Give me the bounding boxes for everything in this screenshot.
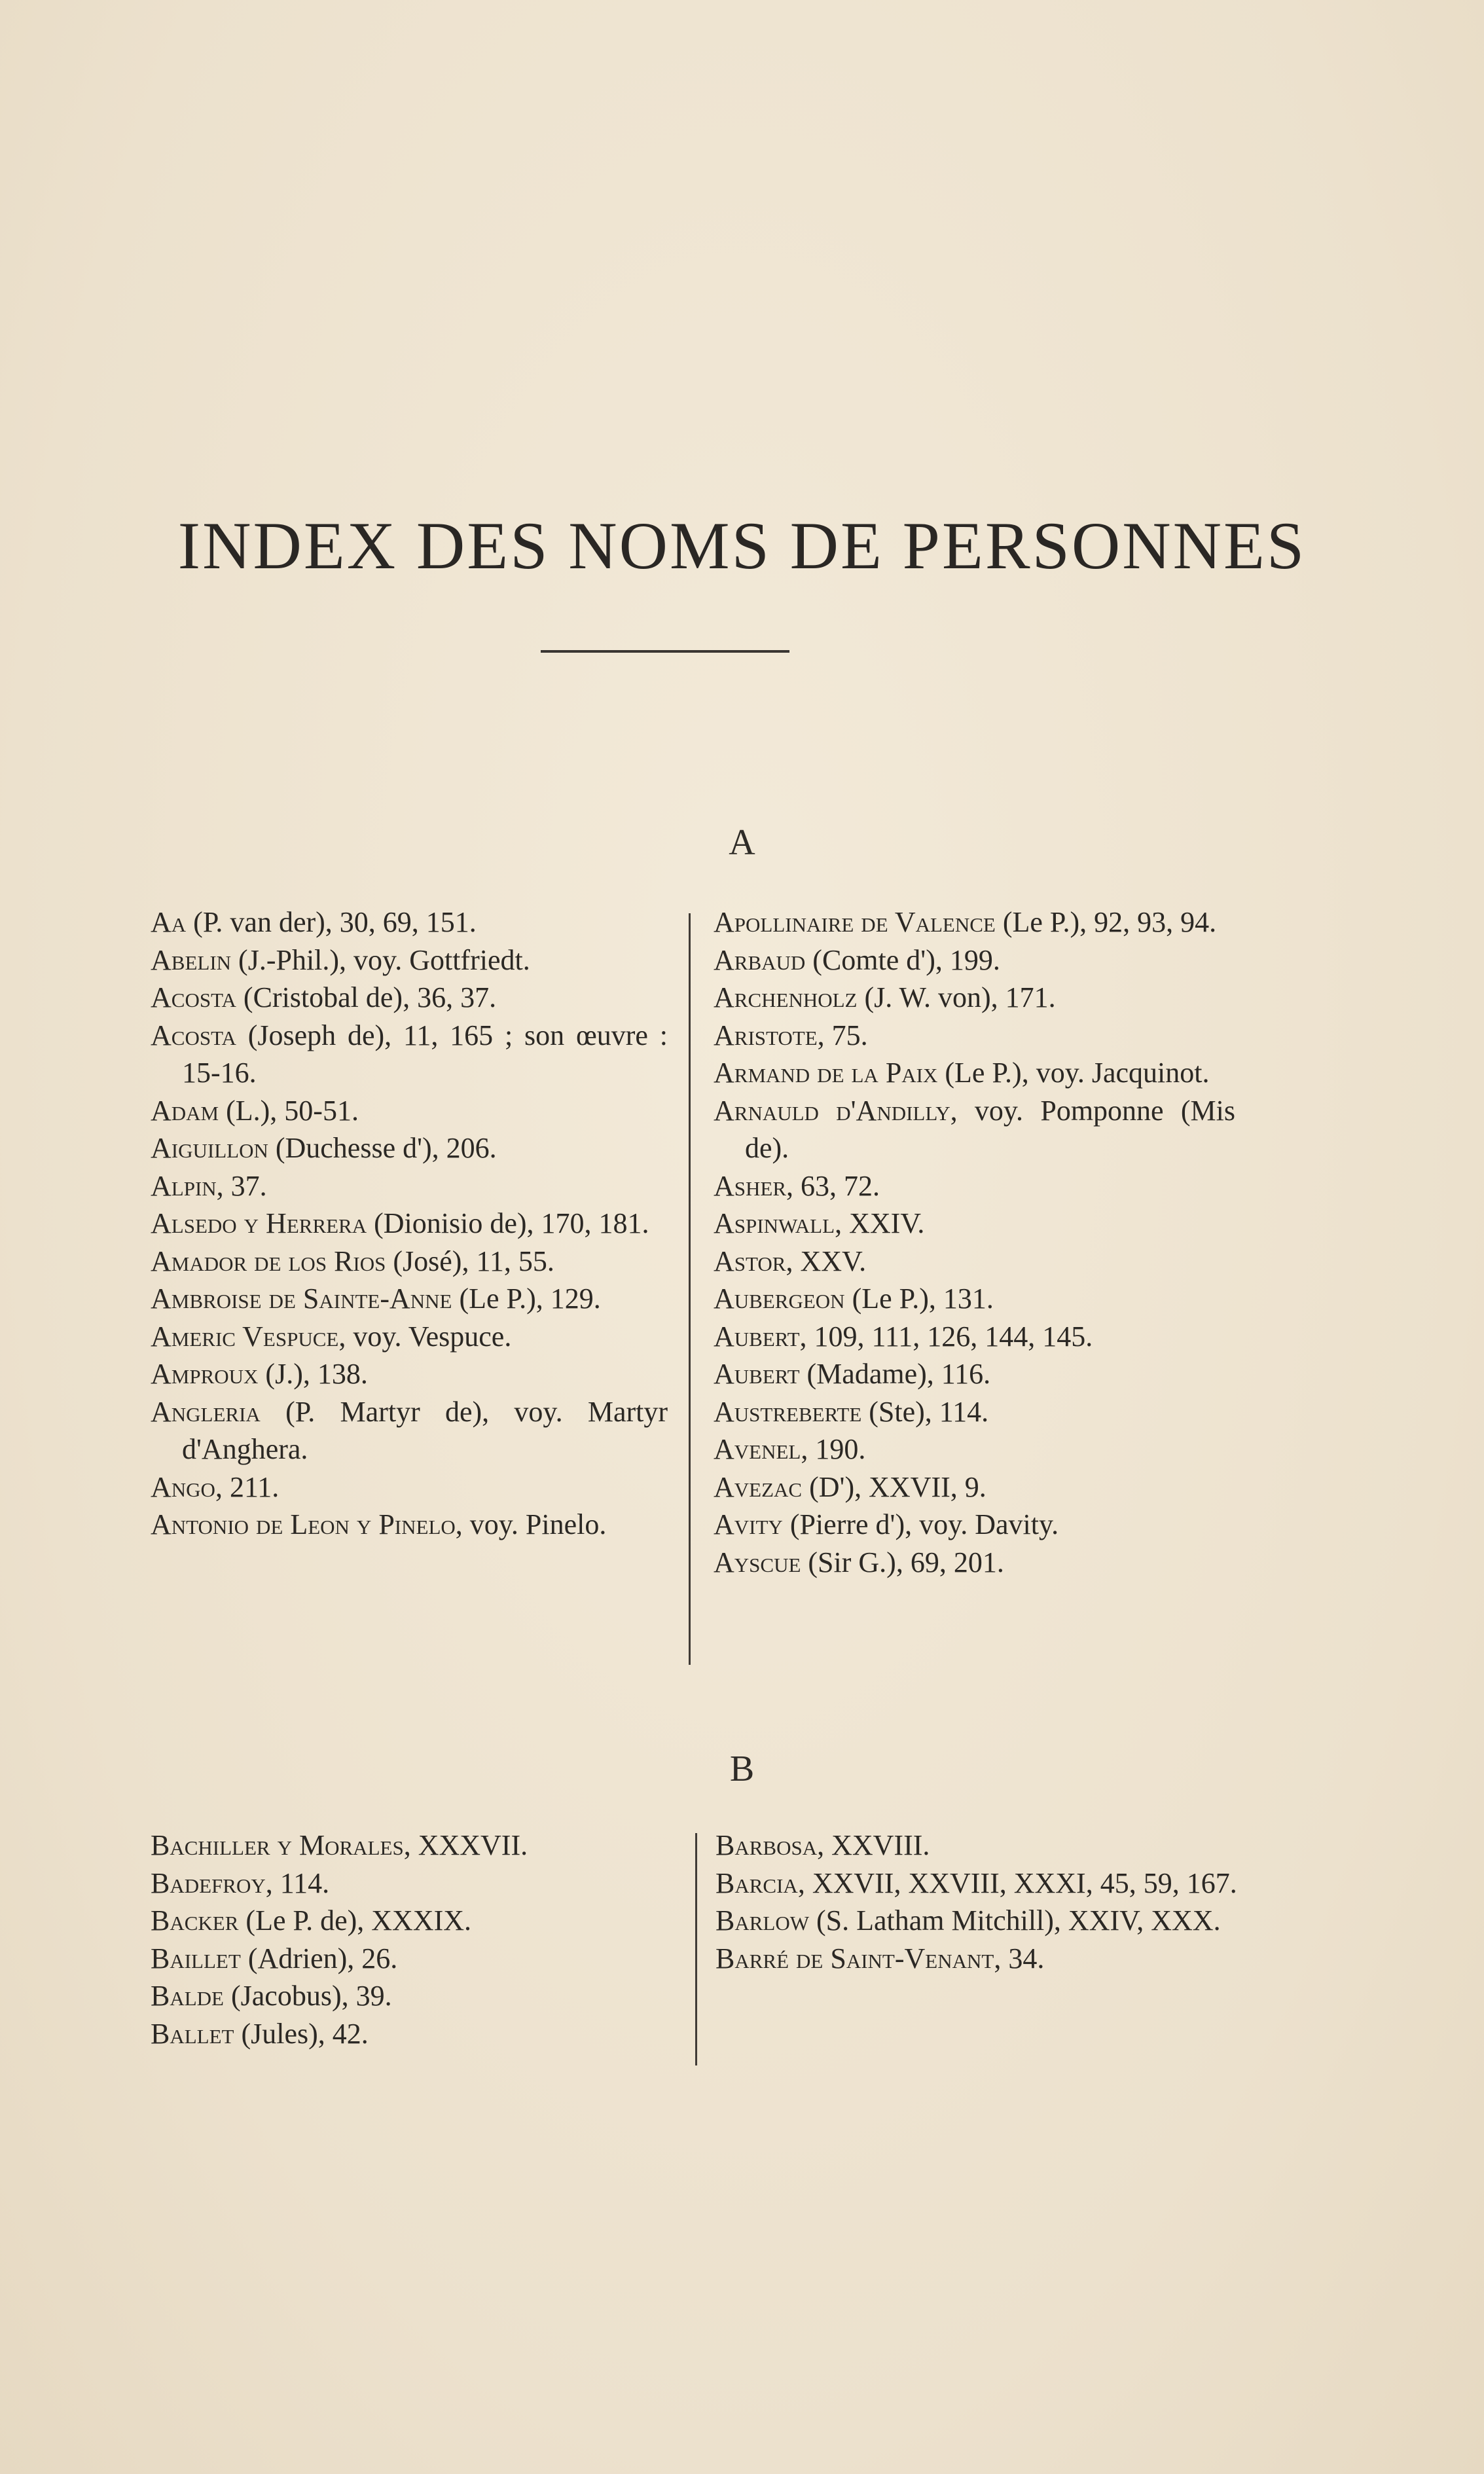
index-entry bbox=[151, 1092, 668, 1130]
index-entry bbox=[714, 1243, 1235, 1281]
entry-name: Avenel bbox=[714, 1433, 801, 1465]
entry-name: Aiguillon bbox=[151, 1132, 268, 1164]
entry-name: Angleria bbox=[151, 1395, 261, 1428]
entry-references: , 37. bbox=[216, 1169, 267, 1202]
entry-references: , voy. Vespuce. bbox=[338, 1320, 512, 1353]
entry-references: (Duchesse d'), 206. bbox=[268, 1132, 497, 1164]
section-letter-a: A bbox=[729, 822, 755, 863]
entry-name: Barcia bbox=[715, 1866, 798, 1899]
index-entry bbox=[715, 1865, 1237, 1902]
entry-references: , 63, 72. bbox=[786, 1169, 880, 1202]
entry-references: (P. Martyr de), voy. Martyr d'Anghera. bbox=[182, 1395, 668, 1465]
entry-references: , XXV. bbox=[786, 1245, 867, 1277]
entry-references: , 109, 111, 126, 144, 145. bbox=[799, 1320, 1093, 1353]
entry-name: Ango bbox=[151, 1470, 215, 1503]
entry-name: Alsedo y Herrera bbox=[151, 1207, 367, 1239]
index-entry bbox=[151, 1468, 668, 1506]
entry-references: (J. W. von), 171. bbox=[857, 981, 1056, 1013]
index-entry bbox=[714, 1092, 1235, 1167]
entry-references: (José), 11, 55. bbox=[386, 1245, 554, 1277]
index-entry bbox=[714, 1393, 1235, 1431]
entry-references: (Ste), 114. bbox=[861, 1395, 989, 1428]
entry-name: Ambroise de Sainte-Anne bbox=[151, 1282, 452, 1315]
entry-references: , voy. Pomponne (Mis de). bbox=[745, 1094, 1235, 1164]
entry-name: Barlow bbox=[715, 1904, 809, 1937]
entry-name: Acosta bbox=[151, 981, 236, 1013]
column-divider-b bbox=[695, 1833, 697, 2065]
index-entry bbox=[151, 1393, 668, 1468]
entry-name: Astor bbox=[714, 1245, 786, 1277]
entry-references: (D'), XXVII, 9. bbox=[802, 1470, 986, 1503]
title-rule bbox=[541, 650, 789, 653]
index-entry bbox=[714, 1468, 1235, 1506]
index-entry bbox=[151, 2015, 674, 2053]
entry-references: (Le P.), voy. Jacquinot. bbox=[937, 1057, 1210, 1089]
index-entry bbox=[151, 1977, 674, 2015]
index-entry bbox=[714, 1054, 1235, 1092]
entry-name: Avity bbox=[714, 1508, 783, 1540]
index-entry bbox=[151, 1017, 668, 1092]
index-entry bbox=[715, 1827, 1237, 1865]
section-letter-b: B bbox=[729, 1749, 755, 1789]
entry-references: , XXVII, XXVIII, XXXI, 45, 59, 167. bbox=[797, 1866, 1237, 1899]
entry-name: Apollinaire de Valence bbox=[714, 906, 996, 938]
entry-references: , 114. bbox=[265, 1866, 330, 1899]
index-column-b-right bbox=[715, 1827, 1237, 1977]
entry-name: Adam bbox=[151, 1094, 219, 1127]
entry-name: Antonio de Leon y Pinelo bbox=[151, 1508, 456, 1540]
index-column-a-left bbox=[151, 903, 668, 1544]
entry-name: Aa bbox=[151, 906, 187, 938]
entry-references: (Le P.), 92, 93, 94. bbox=[995, 906, 1217, 938]
index-entry bbox=[714, 1544, 1235, 1582]
entry-name: Badefroy bbox=[151, 1866, 266, 1899]
index-entry bbox=[151, 1243, 668, 1281]
index-entry bbox=[714, 1167, 1235, 1205]
entry-references: , 211. bbox=[215, 1470, 280, 1503]
entry-name: Amproux bbox=[151, 1358, 259, 1390]
entry-references: , 190. bbox=[801, 1433, 866, 1465]
entry-references: (Joseph de), 11, 165 ; son œuvre : 15-16. bbox=[182, 1019, 668, 1089]
index-entry bbox=[714, 1280, 1235, 1318]
index-entry bbox=[151, 1827, 674, 1865]
entry-name: Arbaud bbox=[714, 943, 806, 976]
entry-name: Avezac bbox=[714, 1470, 803, 1503]
entry-name: Barré de Saint-Venant bbox=[715, 1942, 994, 1974]
entry-name: Americ Vespuce bbox=[151, 1320, 339, 1353]
entry-references: (Dionisio de), 170, 181. bbox=[367, 1207, 649, 1239]
entry-name: Backer bbox=[151, 1904, 239, 1937]
entry-name: Asher bbox=[714, 1169, 787, 1202]
entry-references: (Le P. de), XXXIX. bbox=[238, 1904, 472, 1937]
entry-name: Ayscue bbox=[714, 1546, 801, 1578]
index-entry bbox=[714, 1506, 1235, 1544]
index-entry bbox=[151, 1129, 668, 1167]
index-entry bbox=[151, 1865, 674, 1902]
entry-name: Aubert bbox=[714, 1358, 800, 1390]
entry-references: , voy. Pinelo. bbox=[455, 1508, 607, 1540]
index-entry bbox=[714, 1318, 1235, 1356]
index-entry bbox=[151, 1506, 668, 1544]
entry-name: Austreberte bbox=[714, 1395, 862, 1428]
entry-references: (Le P.), 129. bbox=[452, 1282, 601, 1315]
index-entry bbox=[151, 941, 668, 979]
entry-references: (L.), 50-51. bbox=[219, 1094, 359, 1127]
entry-name: Acosta bbox=[151, 1019, 236, 1051]
index-entry bbox=[151, 1280, 668, 1318]
index-entry bbox=[151, 1940, 674, 1978]
entry-name: Archenholz bbox=[714, 981, 858, 1013]
entry-name: Alpin bbox=[151, 1169, 217, 1202]
entry-references: (Adrien), 26. bbox=[240, 1942, 398, 1974]
entry-name: Aspinwall bbox=[714, 1207, 835, 1239]
entry-references: (S. Latham Mitchill), XXIV, XXX. bbox=[809, 1904, 1221, 1937]
entry-name: Aristote bbox=[714, 1019, 818, 1051]
index-entry bbox=[151, 1355, 668, 1393]
entry-references: , XXVIII. bbox=[817, 1829, 930, 1861]
entry-references: (Jacobus), 39. bbox=[224, 1980, 392, 2012]
index-entry bbox=[151, 1902, 674, 1940]
entry-name: Baillet bbox=[151, 1942, 241, 1974]
entry-references: (Le P.), 131. bbox=[844, 1282, 994, 1315]
entry-references: , 75. bbox=[817, 1019, 868, 1051]
entry-name: Abelin bbox=[151, 943, 232, 976]
entry-name: Bachiller y Morales bbox=[151, 1829, 404, 1861]
index-entry bbox=[714, 903, 1235, 941]
index-column-a-right bbox=[714, 903, 1235, 1581]
column-divider-a bbox=[689, 913, 691, 1665]
index-entry bbox=[714, 941, 1235, 979]
entry-references: (Jules), 42. bbox=[234, 2017, 369, 2050]
index-entry bbox=[151, 903, 668, 941]
index-entry bbox=[151, 1167, 668, 1205]
entry-references: (Sir G.), 69, 201. bbox=[801, 1546, 1004, 1578]
entry-name: Barbosa bbox=[715, 1829, 818, 1861]
page-title: INDEX DES NOMS DE PERSONNES bbox=[177, 509, 1307, 583]
entry-references: (Madame), 116. bbox=[799, 1358, 991, 1390]
entry-name: Aubergeon bbox=[714, 1282, 845, 1315]
entry-references: (P. van der), 30, 69, 151. bbox=[186, 906, 477, 938]
entry-name: Armand de la Paix bbox=[714, 1057, 938, 1089]
index-entry bbox=[714, 1017, 1235, 1055]
entry-references: (Pierre d'), voy. Davity. bbox=[782, 1508, 1059, 1540]
index-entry bbox=[715, 1902, 1237, 1940]
index-entry bbox=[714, 979, 1235, 1017]
entry-name: Amador de los Rios bbox=[151, 1245, 386, 1277]
entry-references: (J.-Phil.), voy. Gottfriedt. bbox=[231, 943, 530, 976]
entry-name: Ballet bbox=[151, 2017, 234, 2050]
entry-references: (J.), 138. bbox=[258, 1358, 368, 1390]
entry-references: (Comte d'), 199. bbox=[805, 943, 1000, 976]
index-entry bbox=[714, 1205, 1235, 1243]
entry-references: , 34. bbox=[994, 1942, 1045, 1974]
entry-references: (Cristobal de), 36, 37. bbox=[236, 981, 497, 1013]
entry-name: Balde bbox=[151, 1980, 224, 2012]
index-entry bbox=[715, 1940, 1237, 1978]
entry-name: Aubert bbox=[714, 1320, 800, 1353]
entry-references: , XXXVII. bbox=[403, 1829, 528, 1861]
index-entry bbox=[151, 979, 668, 1017]
index-entry bbox=[714, 1355, 1235, 1393]
index-entry bbox=[714, 1430, 1235, 1468]
index-column-b-left bbox=[151, 1827, 674, 2052]
index-entry bbox=[151, 1205, 668, 1243]
entry-references: , XXIV. bbox=[835, 1207, 925, 1239]
index-entry bbox=[151, 1318, 668, 1356]
entry-name: Arnauld d'Andilly bbox=[714, 1094, 950, 1127]
